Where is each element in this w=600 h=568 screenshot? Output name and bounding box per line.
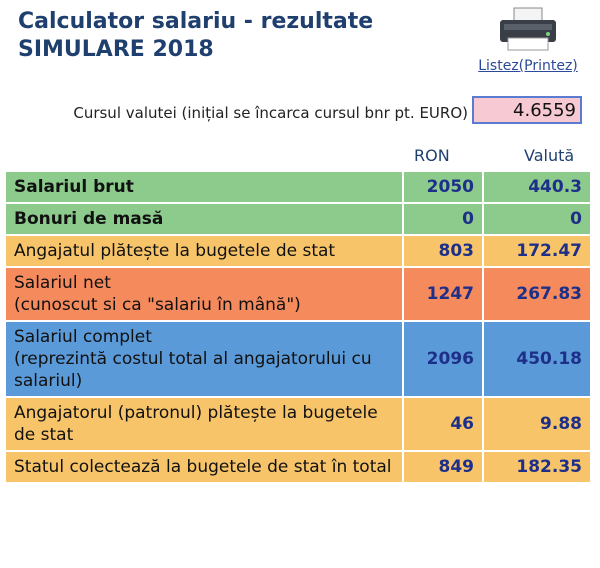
row-valuta-value: 172.47 [484, 236, 590, 266]
exchange-rate-input[interactable] [472, 96, 582, 124]
row-label-cell [6, 268, 402, 320]
row-label-cell [6, 452, 402, 482]
row-label-cell [6, 398, 402, 450]
row-label: Salariul complet [14, 327, 152, 347]
row-label-cell [6, 236, 402, 266]
table-row [6, 322, 590, 396]
results-table [4, 170, 592, 484]
title-line-1: Calculator salariu - rezultate [18, 9, 374, 34]
row-ron-value: 2096 [404, 322, 482, 396]
row-label-cell [6, 172, 402, 202]
table-row [6, 172, 590, 202]
row-ron-value: 0 [404, 204, 482, 234]
row-label: Statul colectează la bugetele de stat în total [14, 457, 392, 477]
exchange-rate-label: Cursul valutei (inițial se încarca cursul bnr pt. EURO) [73, 104, 468, 122]
page-title [18, 8, 373, 64]
title-line-2: SIMULARE 2018 [18, 37, 214, 62]
row-valuta-value: 0 [484, 204, 590, 234]
row-ron-value: 803 [404, 236, 482, 266]
printer-icon[interactable] [470, 6, 586, 54]
exchange-rate-row [0, 96, 600, 130]
row-ron-value: 2050 [404, 172, 482, 202]
row-sublabel: (cunoscut si ca "salariu în mână") [14, 295, 301, 315]
column-header-ron: RON [414, 146, 450, 165]
row-label: Angajatul plătește la bugetele de stat [14, 241, 336, 261]
row-valuta-value: 440.3 [484, 172, 590, 202]
table-row [6, 452, 590, 482]
print-area [470, 6, 586, 74]
row-valuta-value: 450.18 [484, 322, 590, 396]
table-row [6, 204, 590, 234]
table-row [6, 398, 590, 450]
row-label: Salariul brut [14, 177, 134, 197]
row-ron-value: 849 [404, 452, 482, 482]
row-label: Salariul net [14, 273, 111, 293]
row-ron-value: 1247 [404, 268, 482, 320]
row-sublabel: (reprezintă costul total al angajatorului cu salariul) [14, 349, 372, 391]
row-valuta-value: 267.83 [484, 268, 590, 320]
table-row [6, 236, 590, 266]
row-valuta-value: 9.88 [484, 398, 590, 450]
row-label: Bonuri de masă [14, 209, 164, 229]
table-row [6, 268, 590, 320]
row-valuta-value: 182.35 [484, 452, 590, 482]
column-header-valuta: Valută [524, 146, 575, 165]
row-label-cell [6, 204, 402, 234]
print-link[interactable]: Listez(Printez) [478, 58, 578, 74]
row-ron-value: 46 [404, 398, 482, 450]
row-label-cell [6, 322, 402, 396]
row-label: Angajatorul (patronul) plătește la bugetele de stat [14, 403, 378, 445]
